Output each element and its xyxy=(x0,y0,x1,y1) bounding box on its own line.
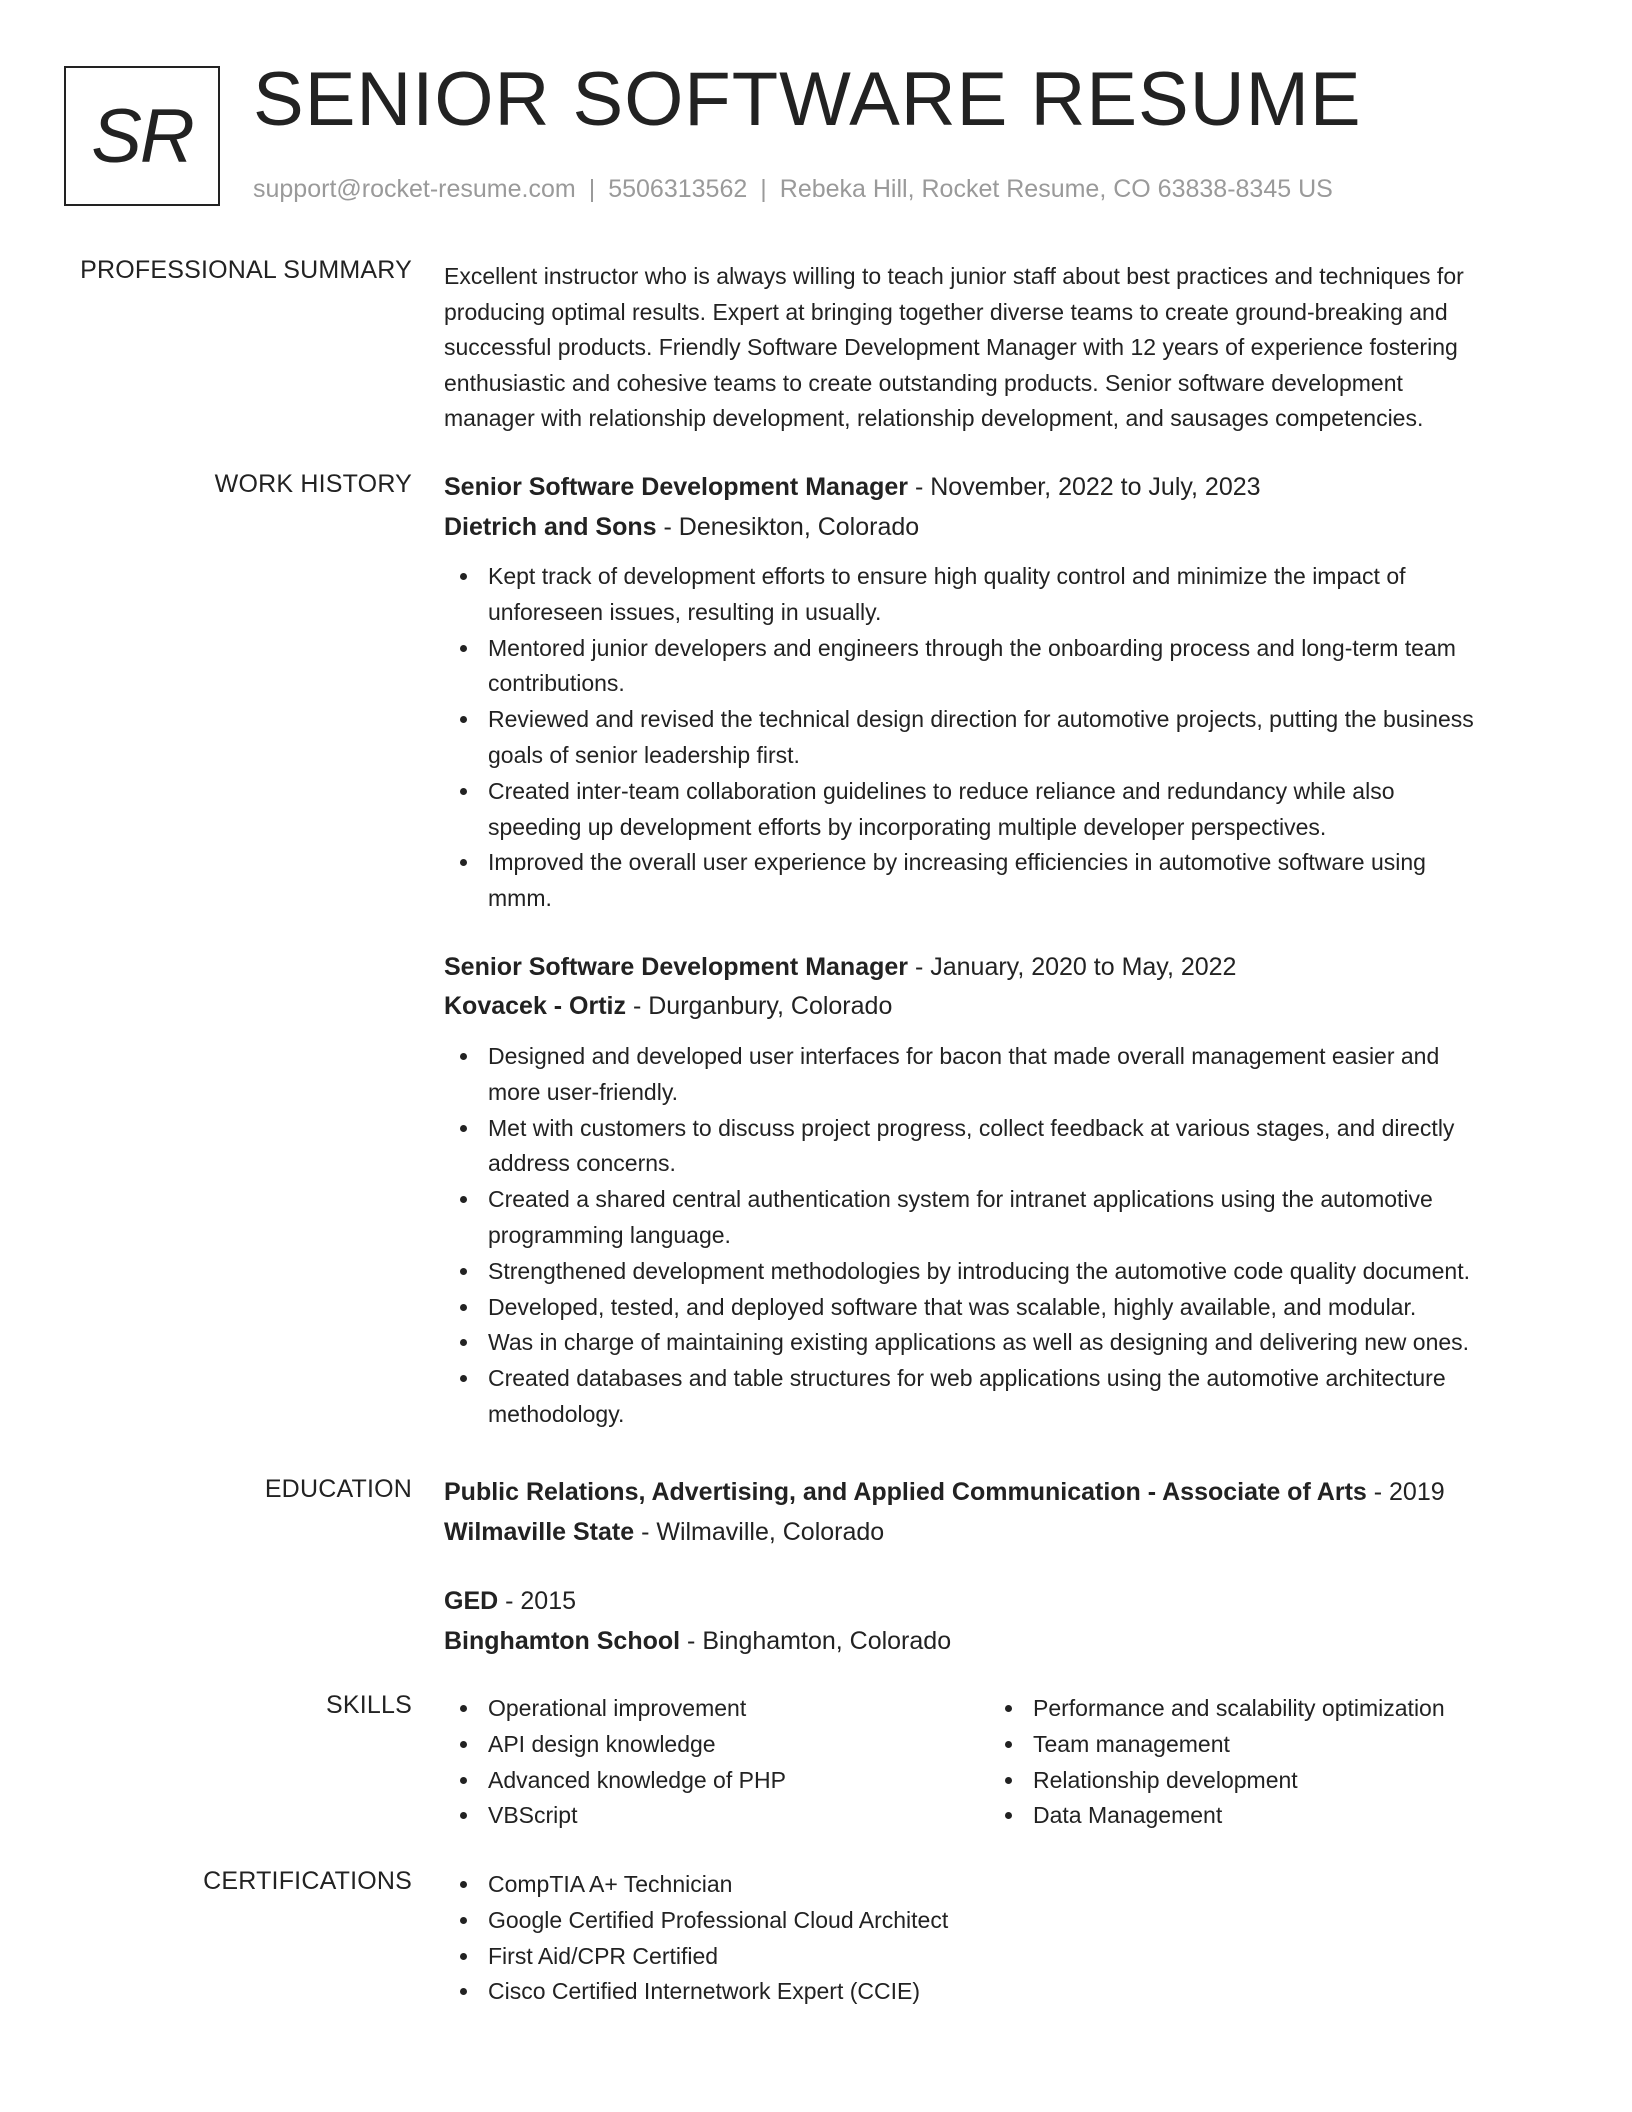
skills-column-left xyxy=(444,1691,984,1834)
job-bullet: Mentored junior developers and engineers through the onboarding process and long-term team contributions. xyxy=(444,631,1556,703)
skills-list xyxy=(444,1691,984,1834)
education-school: Wilmaville State xyxy=(444,1517,635,1546)
job-bullet: Created inter-team collaboration guidelines to reduce reliance and redundancy while also speeding up development efforts by incorporating multiple developer perspectives. xyxy=(444,774,1556,846)
education-degree-line xyxy=(444,1473,1556,1513)
job-bullets xyxy=(444,559,1556,917)
education-degree: Public Relations, Advertising, and Applied Communication - Associate of Arts xyxy=(444,1478,1367,1506)
job-bullet: Improved the overall user experience by increasing efficiencies in automotive software using mmm. xyxy=(444,845,1556,917)
job-company: Kovacek - Ortiz xyxy=(444,992,627,1021)
education-year: - 2015 xyxy=(498,1587,577,1615)
summary-body xyxy=(444,259,1556,437)
job-bullet: Reviewed and revised the technical design direction for automotive projects, putting the business goals of senior leadership first. xyxy=(444,702,1556,774)
job-bullet: Kept track of development efforts to ensure high quality control and minimize the impact of unforeseen issues, resulting in usually. xyxy=(444,559,1556,631)
contact-email[interactable]: support@rocket-resume.com xyxy=(253,175,576,203)
education-school: Binghamton School xyxy=(444,1626,681,1655)
job-entry xyxy=(444,948,1556,1433)
education-degree: GED xyxy=(444,1587,499,1615)
section-label: PROFESSIONAL SUMMARY xyxy=(80,256,412,284)
contact-line xyxy=(253,175,1333,204)
contact-separator: | xyxy=(588,175,596,203)
certifications-body xyxy=(444,1867,1556,2010)
skill-item: Relationship development xyxy=(989,1763,1529,1799)
summary-line: producing optimal results. Expert at bringing together diverse teams to create ground-breaking and xyxy=(444,298,1448,325)
summary-line: successful products. Friendly Software Development Manager with 12 years of experience fostering xyxy=(444,334,1458,360)
education-location: - Binghamton, Colorado xyxy=(680,1626,952,1655)
monogram-logo: SR xyxy=(64,66,220,206)
section-label: SKILLS xyxy=(326,1691,412,1719)
certification-item: Cisco Certified Internetwork Expert (CCIE) xyxy=(444,1974,1556,2010)
section-label: CERTIFICATIONS xyxy=(203,1867,412,1895)
certification-item: CompTIA A+ Technician xyxy=(444,1867,1556,1903)
resume-title: SENIOR SOFTWARE RESUME xyxy=(253,57,1362,142)
job-company: Dietrich and Sons xyxy=(444,512,657,541)
skill-item: VBScript xyxy=(444,1798,984,1834)
summary-line: manager with relationship development, relationship development, and sausages competencies. xyxy=(444,405,1424,431)
job-title-line xyxy=(444,948,1556,988)
job-bullet: Developed, tested, and deployed software that was scalable, highly available, and modular. xyxy=(444,1290,1556,1326)
job-bullet: Designed and developed user interfaces for bacon that made overall management easier and more user-friendly. xyxy=(444,1039,1556,1111)
job-location: - Denesikton, Colorado xyxy=(656,512,920,541)
section-label: EDUCATION xyxy=(264,1475,412,1503)
job-dates: - January, 2020 to May, 2022 xyxy=(908,952,1237,981)
education-entry xyxy=(444,1473,1556,1552)
job-company-line xyxy=(444,987,1556,1027)
job-title: Senior Software Development Manager xyxy=(444,473,909,501)
contact-address: Rebeka Hill, Rocket Resume, CO 63838-8345 US xyxy=(779,175,1333,203)
job-bullets xyxy=(444,1039,1556,1433)
job-bullet: Was in charge of maintaining existing applications as well as designing and delivering new ones. xyxy=(444,1325,1556,1361)
education-entry xyxy=(444,1582,1556,1661)
education-degree-line xyxy=(444,1582,1556,1622)
certifications-list xyxy=(444,1867,1556,2010)
education-school-line xyxy=(444,1513,1556,1553)
job-location: - Durganbury, Colorado xyxy=(626,992,893,1021)
skill-item: Performance and scalability optimization xyxy=(989,1691,1529,1727)
work-body xyxy=(444,468,1556,1433)
skill-item: API design knowledge xyxy=(444,1727,984,1763)
job-entry xyxy=(444,468,1556,917)
summary-line: enthusiastic and cohesive teams to create outstanding products. Senior software development xyxy=(444,369,1403,396)
skill-item: Data Management xyxy=(989,1798,1529,1834)
job-dates: - November, 2022 to July, 2023 xyxy=(908,473,1261,501)
job-bullet: Strengthened development methodologies by introducing the automotive code quality document. xyxy=(444,1254,1556,1290)
education-year: - 2019 xyxy=(1366,1478,1445,1506)
contact-phone[interactable]: 5506313562 xyxy=(608,175,748,203)
skill-item: Operational improvement xyxy=(444,1691,984,1727)
certification-item: Google Certified Professional Cloud Architect xyxy=(444,1903,1556,1939)
job-bullet: Created databases and table structures for web applications using the automotive architecture methodology. xyxy=(444,1361,1556,1433)
education-location: - Wilmaville, Colorado xyxy=(634,1517,885,1546)
job-bullet: Met with customers to discuss project progress, collect feedback at various stages, and directly address concerns. xyxy=(444,1111,1556,1183)
skills-list xyxy=(989,1691,1529,1834)
job-title: Senior Software Development Manager xyxy=(444,952,909,981)
contact-separator: | xyxy=(760,175,767,203)
education-body xyxy=(444,1473,1556,1661)
job-title-line xyxy=(444,468,1556,508)
job-company-line xyxy=(444,508,1556,548)
job-bullet: Created a shared central authentication system for intranet applications using the automotive programming language. xyxy=(444,1182,1556,1254)
skill-item: Advanced knowledge of PHP xyxy=(444,1763,984,1799)
certification-item: First Aid/CPR Certified xyxy=(444,1939,1556,1975)
education-school-line xyxy=(444,1622,1556,1662)
summary-line: Excellent instructor who is always willing to teach junior staff about best practices and techniques for xyxy=(444,263,1464,289)
section-label: WORK HISTORY xyxy=(214,470,412,498)
skill-item: Team management xyxy=(989,1727,1529,1763)
skills-column-right xyxy=(989,1691,1529,1834)
